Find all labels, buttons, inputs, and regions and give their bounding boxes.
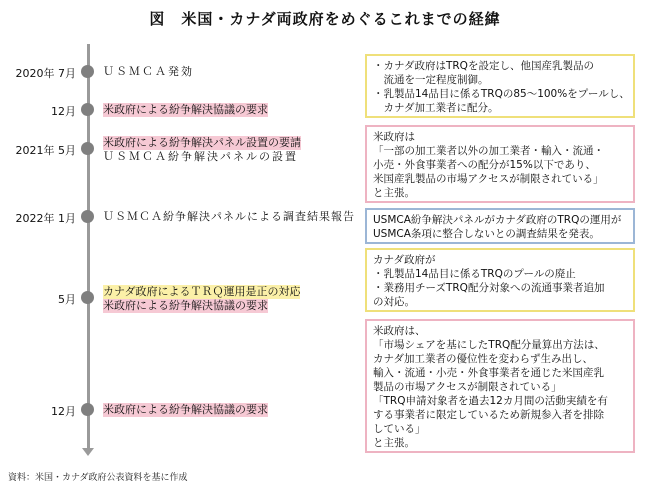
note-box-us-claim-2 xyxy=(365,319,635,453)
event-line: ＵＳＭＣＡ紛争解決パネルの設置 xyxy=(103,150,298,163)
event-panel-report xyxy=(103,210,355,224)
event-line: ＵＳＭＣＡ紛争解決パネルによる調査結果報告 xyxy=(103,210,355,223)
note-line: USMCA条項に整合しないとの調査結果を発表。 xyxy=(373,228,600,240)
timeline-dot xyxy=(81,103,94,116)
date-2022-01: 2022年 1月 xyxy=(15,212,76,225)
note-line: と主張。 xyxy=(373,187,415,199)
note-line: ・乳製品14品目に係るTRQの85～100%をプールし、 xyxy=(373,88,630,100)
note-line: 「市場シェアを基にしたTRQ配分量算出方法は、 xyxy=(373,339,605,351)
event-canada-trq-correction xyxy=(103,285,300,313)
note-box-trq-setting xyxy=(365,54,635,118)
note-line: カナダ加工業者に配分。 xyxy=(373,102,499,114)
note-line: カナダ加工業者の優位性を変わらず生み出し、 xyxy=(373,353,593,365)
event-usmca-effective xyxy=(103,65,194,79)
date-2022-05: 5月 xyxy=(58,293,76,306)
timeline-dot xyxy=(81,291,94,304)
note-line: ・業務用チーズTRQ配分対象への流通事業者追加 xyxy=(373,282,605,294)
date-2022-12: 12月 xyxy=(51,405,76,418)
note-line: する事業者に限定しているため新規参入者を排除 xyxy=(373,409,604,421)
note-line: 「TRQ申請対象者を過去12カ月間の活動実績を有 xyxy=(373,395,608,407)
event-line: 米政府による紛争解決協議の要求 xyxy=(103,299,268,312)
date-2020-12: 12月 xyxy=(51,105,76,118)
note-line: USMCA紛争解決パネルがカナダ政府のTRQの運用が xyxy=(373,214,622,226)
timeline-arrowhead xyxy=(82,448,94,456)
event-line: 米政府による紛争解決協議の要求 xyxy=(103,103,268,116)
source-note: 資料：米国・カナダ政府公表資料を基に作成 xyxy=(8,473,188,483)
note-line: ・乳製品14品目に係るTRQのプールの廃止 xyxy=(373,268,576,280)
timeline-dot xyxy=(81,210,94,223)
event-line: 米政府による紛争解決パネル設置の要請 xyxy=(103,136,301,149)
note-line: 米政府は xyxy=(373,131,415,143)
event-line: ＵＳＭＣＡ発効 xyxy=(103,65,194,78)
event-us-consultation-request-1 xyxy=(103,103,268,117)
note-line: している」 xyxy=(373,423,426,435)
note-line: の対応。 xyxy=(373,296,415,308)
event-us-consultation-request-2 xyxy=(103,403,268,417)
note-line: 小売・外食事業者への配分が15%以下であり、 xyxy=(373,159,596,171)
note-box-us-claim-1 xyxy=(365,125,635,203)
note-box-canada-response xyxy=(365,248,635,312)
note-line: 製品の市場アクセスが制限されている」 xyxy=(373,381,562,393)
timeline-dot xyxy=(81,403,94,416)
note-box-panel-result xyxy=(365,208,635,244)
date-2020-07: 2020年 7月 xyxy=(15,67,76,80)
date-2021-05: 2021年 5月 xyxy=(15,144,76,157)
note-line: と主張。 xyxy=(373,437,415,449)
event-panel-establishment xyxy=(103,136,301,164)
note-line: 「一部の加工業者以外の加工業者・輸入・流通・ xyxy=(373,145,604,157)
timeline-dot xyxy=(81,142,94,155)
note-line: カナダ政府が xyxy=(373,254,436,266)
note-line: ・カナダ政府はTRQを設定し、他国産乳製品の xyxy=(373,60,594,72)
timeline-dot xyxy=(81,65,94,78)
note-line: 輸入・流通・小売・外食事業者を通じた米国産乳 xyxy=(373,367,604,379)
event-line: カナダ政府によるＴＲＱ運用是正の対応 xyxy=(103,285,301,298)
figure-title: 図 米国・カナダ両政府をめぐるこれまでの経緯 xyxy=(149,10,501,28)
note-line: 米政府は、 xyxy=(373,325,426,337)
note-line: 流通を一定程度制御。 xyxy=(373,74,489,86)
event-line: 米政府による紛争解決協議の要求 xyxy=(103,403,268,416)
note-line: 米国産乳製品の市場アクセスが制限されている」 xyxy=(373,173,604,185)
